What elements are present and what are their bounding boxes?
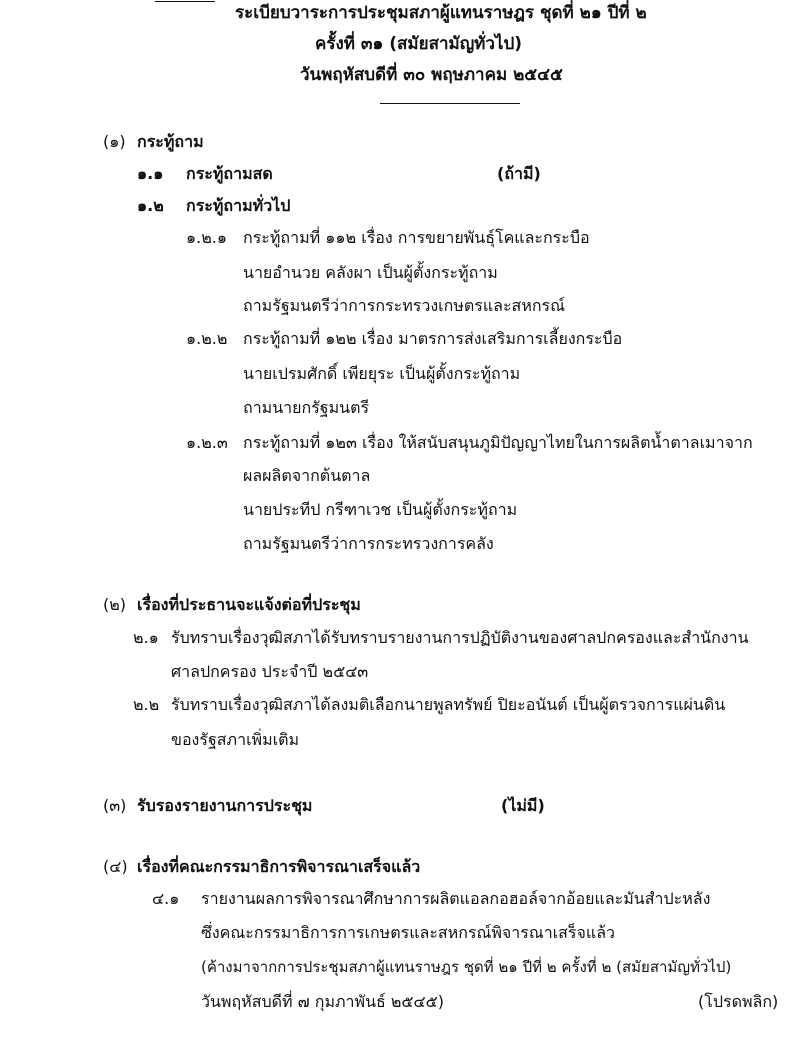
item-1-2-2-line-3: ถามนายกรัฐมนตรี	[243, 398, 370, 417]
item-1-2-1-line-3: ถามรัฐมนตรีว่าการกระทรวงเกษตรและสหกรณ์	[243, 296, 565, 315]
item-1-2-3-number: ๑.๒.๓	[186, 433, 228, 452]
section-3-title: รับรองรายงานการประชุม	[137, 796, 313, 815]
section-1-title: กระทู้ถาม	[137, 132, 204, 151]
item-1-2-3-line-1: กระทู้ถามที่ ๑๒๓ เรื่อง ให้สนับสนุนภูมิปัญญาไทยในการผลิตน้ำตาลเมาจาก	[243, 433, 753, 452]
item-2-1-line-1: รับทราบเรื่องวุฒิสภาได้รับทราบรายงานการปฏิบัติงานของศาลปกครองและสำนักงาน	[171, 628, 749, 647]
section-4-title: เรื่องที่คณะกรรมาธิการพิจารณาเสร็จแล้ว	[137, 857, 421, 876]
section-2-title: เรื่องที่ประธานจะแจ้งต่อที่ประชุม	[137, 595, 361, 614]
item-2-2-number: ๒.๒	[133, 695, 160, 714]
item-4-1-line-3: (ค้างมาจากการประชุมสภาผู้แทนราษฎร ชุดที่ ๒๑ ปีที่ ๒ ครั้งที่ ๒ (สมัยสามัญทั่วไป)	[201, 958, 732, 976]
item-4-1-number: ๔.๑	[152, 889, 180, 908]
item-1-2-number: ๑.๒	[137, 196, 164, 215]
item-1-2-2-line-1: กระทู้ถามที่ ๑๒๒ เรื่อง มาตรการส่งเสริมการเลี้ยงกระบือ	[243, 329, 623, 348]
agenda-title: ระเบียบวาระการประชุมสภาผู้แทนราษฎร ชุดที่ ๒๑ ปีที่ ๒	[235, 3, 647, 23]
item-1-2-3-line-2: ผลผลิตจากต้นตาล	[243, 466, 371, 485]
item-4-1-line-1: รายงานผลการพิจารณาศึกษาการผลิตแอลกอฮอล์จากอ้อยและมันสำปะหลัง	[201, 889, 711, 908]
item-1-2-2-number: ๑.๒.๒	[186, 329, 228, 348]
item-1-2-1-line-1: กระทู้ถามที่ ๑๑๒ เรื่อง การขยายพันธุ์โคและกระบือ	[243, 228, 590, 247]
item-1-2-title: กระทู้ถามทั่วไป	[186, 196, 291, 215]
item-1-2-1-number: ๑.๒.๑	[186, 228, 228, 247]
item-2-2-line-2: ของรัฐสภาเพิ่มเติม	[171, 730, 300, 749]
item-1-2-3-line-4: ถามรัฐมนตรีว่าการกระทรวงการคลัง	[243, 534, 494, 553]
item-1-2-2-line-2: นายเปรมศักดิ์ เพียยุระ เป็นผู้ตั้งกระทู้ถาม	[243, 364, 521, 383]
item-1-1-number: ๑.๑	[137, 164, 164, 183]
header-divider	[380, 103, 520, 104]
session-date: วันพฤหัสบดีที่ ๓๐ พฤษภาคม ๒๕๔๕	[300, 65, 563, 85]
item-2-1-number: ๒.๑	[133, 628, 159, 647]
item-2-1-line-2: ศาลปกครอง ประจำปี ๒๕๔๓	[171, 662, 369, 681]
session-number: ครั้งที่ ๓๑ (สมัยสามัญทั่วไป)	[315, 34, 523, 54]
item-1-2-1-line-2: นายอำนวย คลังผา เป็นผู้ตั้งกระทู้ถาม	[243, 263, 498, 282]
section-1-number: (๑)	[103, 132, 126, 151]
item-1-1-title: กระทู้ถามสด	[186, 164, 273, 183]
section-3-note: (ไม่มี)	[501, 796, 545, 815]
section-4-number: (๔)	[103, 857, 128, 876]
section-2-number: (๒)	[103, 595, 127, 614]
section-3-number: (๓)	[103, 796, 127, 815]
turn-page-note: (โปรดพลิก)	[698, 992, 779, 1011]
item-4-1-line-4: วันพฤหัสบดีที่ ๗ กุมภาพันธ์ ๒๕๔๕)	[201, 992, 444, 1011]
top-rule-fragment	[155, 1, 215, 2]
item-1-1-note: (ถ้ามี)	[497, 164, 541, 183]
item-1-2-3-line-3: นายประทีป กรีฑาเวช เป็นผู้ตั้งกระทู้ถาม	[243, 500, 518, 519]
item-2-2-line-1: รับทราบเรื่องวุฒิสภาได้ลงมติเลือกนายพูลทรัพย์ ปิยะอนันต์ เป็นผู้ตรวจการแผ่นดิน	[171, 695, 726, 714]
item-4-1-line-2: ซึ่งคณะกรรมาธิการการเกษตรและสหกรณ์พิจารณาเสร็จแล้ว	[201, 923, 615, 942]
